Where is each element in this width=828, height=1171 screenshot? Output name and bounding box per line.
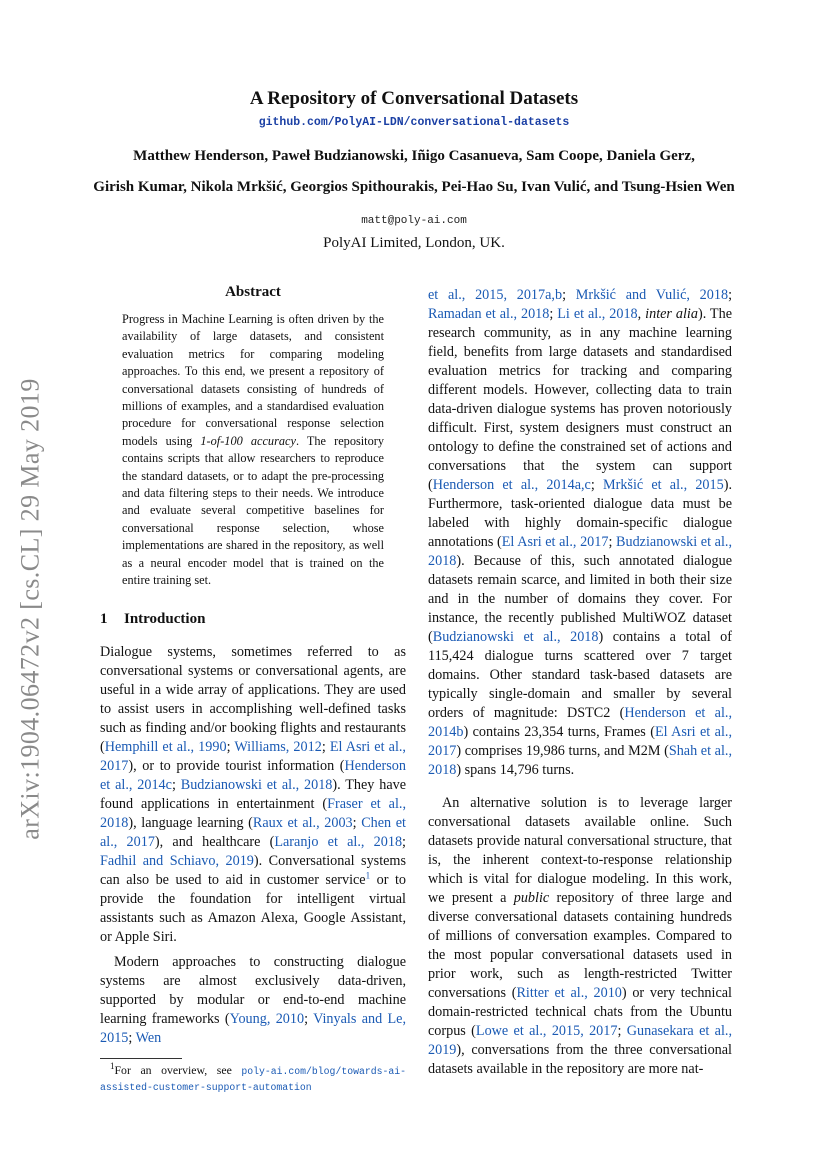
abstract-heading: Abstract <box>225 284 281 300</box>
body-text: ). Conversational systems can also be used to aid in customer service <box>100 852 406 888</box>
body-text: An alternative solution is to leverage larger conversational datasets available online. Such datasets provide natural conversational structure, that is, the inherent context-to-response relationship which is vital for dialogue modeling. In this work, we present a <box>428 795 732 906</box>
citation-link[interactable]: Raux et al., 2003 <box>252 814 353 831</box>
contact-email[interactable]: matt@poly-ai.com <box>361 215 467 227</box>
body-text: repository of three large and diverse conversational datasets containing hundreds of millions of conversation examples. Compared to the most popular conversational datasets used in prior work, such as length-restricted Twitter conversations ( <box>428 890 733 1001</box>
citation-link[interactable]: Chen et al., 2017 <box>100 814 407 850</box>
abstract-emphasis: 1-of-100 accuracy <box>200 433 296 448</box>
emphasis-text: inter alia <box>645 306 698 322</box>
separator: ; <box>549 306 558 322</box>
affiliation: PolyAI Limited, London, UK. <box>323 235 505 251</box>
separator: ; <box>402 833 406 850</box>
separator: ; <box>617 1023 627 1039</box>
citation-link[interactable]: Ritter et al., 2010 <box>516 985 622 1001</box>
footnote <box>100 1060 406 1095</box>
body-text: ), or to provide tourist information ( <box>128 757 345 774</box>
citation-link[interactable]: Ramadan et al., 2018 <box>428 306 550 322</box>
citation-link[interactable]: Hemphill et al., 1990 <box>104 738 227 755</box>
author-list <box>0 141 828 203</box>
separator: ; <box>304 1010 314 1027</box>
separator: ; <box>352 814 362 831</box>
citation-link[interactable]: Budzianowski et al., 2018 <box>180 776 333 793</box>
body-text: ) spans 14,796 turns. <box>456 762 575 778</box>
citation-link[interactable]: Young, 2010 <box>229 1010 305 1027</box>
abstract-part: . The repository contains scripts that allow researchers to reproduce the standard datasets, or to adapt the pre-processing and data filtering steps to their needs. We introduce and evaluate several competitive baselines for conversational response selection, whose implementations are shared in the repository, as well as a neural encoder model that is trained on the entire training set. <box>122 433 384 588</box>
authors-line-1: Matthew Henderson, Paweł Budzianowski, Iñigo Casanueva, Sam Coope, Daniela Gerz, <box>133 148 695 164</box>
separator: , <box>637 306 646 322</box>
footnote-divider <box>100 1058 182 1059</box>
citation-link[interactable]: Mrkšić and Vulić, 2018 <box>575 287 729 303</box>
separator: ; <box>128 1029 136 1046</box>
citation-link[interactable]: El Asri et al., 2017 <box>100 738 406 774</box>
body-text: ), conversations from the three conversational datasets available in the repository are more nat- <box>428 1042 732 1077</box>
separator: ; <box>171 776 181 793</box>
citation-link[interactable]: Wen <box>135 1029 162 1046</box>
body-text: ) contains 23,354 turns, Frames ( <box>463 724 655 740</box>
footnote-number: 1 <box>110 1060 115 1071</box>
arxiv-stamp-text: arXiv:1904.06472v2 [cs.CL] 29 May 2019 <box>16 378 46 840</box>
paper-title: A Repository of Conversational Datasets <box>249 88 579 109</box>
left-column <box>100 283 406 1095</box>
separator: ; <box>728 287 733 303</box>
body-text: ). The research community, as in any machine learning field, benefits from large datasets and standardised evaluation metrics for tracking and comparing different models. However, collecting data to train data-driven dialogue systems has proven notoriously difficult. First, system designers must construct an ontology to define the constrained set of actions and conversations that the system can support ( <box>428 306 732 493</box>
authors-line-2: Girish Kumar, Nikola Mrkšić, Georgios Spithourakis, Pei-Hao Su, Ivan Vulić, and Tsung-Hsien Wen <box>93 179 735 195</box>
citation-link[interactable]: Henderson et al., 2014a,c <box>432 477 591 493</box>
intro-paragraph-2 <box>100 953 406 1048</box>
footnote-marker[interactable]: 1 <box>365 869 371 880</box>
body-text: Dialogue systems, sometimes referred to as conversational systems or conversational agents, are useful in a wide array of applications. They are used to assist users in accomplishing well-defined tasks such as finding and/or booking flights and restaurants ( <box>100 643 406 755</box>
citation-link[interactable]: El Asri et al., 2017 <box>501 534 609 550</box>
citation-link[interactable]: Shah et al., 2018 <box>428 743 732 778</box>
footnote-link[interactable]: poly-ai.com/blog/towards-ai-assisted-customer-support-automation <box>100 1065 406 1093</box>
body-text: ) comprises 19,986 turns, and M2M ( <box>456 743 669 759</box>
citation-link[interactable]: Henderson et al., 2014b <box>428 705 732 740</box>
citation-link[interactable]: Gunasekara et al., 2019 <box>428 1023 732 1058</box>
citation-link[interactable]: Fraser et al., 2018 <box>100 795 406 831</box>
abstract-part: Progress in Machine Learning is often driven by the availability of large datasets, and consistent evaluation metrics for comparing modeling approaches. To this end, we present a repository of conversational datasets consisting of hundreds of millions of examples, and a standardised evaluation procedure for conversational response selection models using <box>122 312 384 448</box>
citation-link[interactable]: Henderson et al., 2014c <box>100 757 406 793</box>
arxiv-stamp <box>14 358 48 860</box>
citation-link[interactable]: Budzianowski et al., 2018 <box>432 629 599 645</box>
paper-header <box>0 86 828 252</box>
emphasis-text: public <box>513 890 550 906</box>
body-text: or to provide the foundation for intelligent virtual assistants such as Amazon Alexa, Google Assistant, or Apple Siri. <box>100 871 406 945</box>
separator: ; <box>608 534 617 550</box>
footnote-text: For an overview, see <box>114 1062 242 1077</box>
body-text: ) or very technical domain-restricted technical chats from the Ubuntu corpus ( <box>428 985 732 1039</box>
citation-link[interactable]: Budzianowski et al., 2018 <box>428 534 732 569</box>
repo-link[interactable]: github.com/PolyAI-LDN/conversational-datasets <box>258 116 570 129</box>
citation-link[interactable]: Li et al., 2018 <box>557 306 638 322</box>
right-paragraph-2 <box>428 794 732 1079</box>
body-text: ). They have found applications in entertainment ( <box>100 776 407 812</box>
section-title: Introduction <box>124 610 206 627</box>
body-text: ) contains a total of 115,424 dialogue turns scattered over 7 target domains. Other standard task-based datasets are typically single-domain and smaller by several orders of magnitude: DSTC2 ( <box>428 629 732 721</box>
right-paragraph-1 <box>428 286 732 780</box>
section-number: 1 <box>100 610 108 627</box>
body-text: ). Furthermore, task-oriented dialogue data must be labeled with highly domain-specific dialogue annotations ( <box>428 477 732 550</box>
citation-link[interactable]: Laranjo et al., 2018 <box>274 833 403 850</box>
section-heading-introduction <box>100 610 406 629</box>
abstract-text <box>100 311 406 590</box>
citation-link[interactable]: Fadhil and Schiavo, 2019 <box>100 852 254 869</box>
separator: ; <box>321 738 330 755</box>
body-text: ), language learning ( <box>128 814 253 831</box>
separator: ; <box>562 287 576 303</box>
right-column <box>428 286 732 1079</box>
separator: ; <box>226 738 235 755</box>
citation-link[interactable]: El Asri et al., 2017 <box>428 724 732 759</box>
separator: ; <box>590 477 603 493</box>
citation-link[interactable]: et al., 2015, 2017a,b <box>428 287 563 303</box>
intro-paragraph-1 <box>100 643 406 947</box>
citation-link[interactable]: Vinyals and Le, 2015 <box>100 1010 407 1046</box>
citation-link[interactable]: Lowe et al., 2015, 2017 <box>475 1023 618 1039</box>
body-text: Modern approaches to constructing dialogue systems are almost exclusively data-driven, supported by modular or end-to-end machine learning frameworks ( <box>100 953 406 1027</box>
citation-link[interactable]: Williams, 2012 <box>234 738 322 755</box>
body-text: ), and healthcare ( <box>154 833 275 850</box>
body-text: ). Because of this, such annotated dialogue datasets remain scarce, and limited in both their size and in the number of domains they cover. For instance, the recently published MultiWOZ dataset ( <box>428 553 732 645</box>
citation-link[interactable]: Mrkšić et al., 2015 <box>603 477 724 493</box>
